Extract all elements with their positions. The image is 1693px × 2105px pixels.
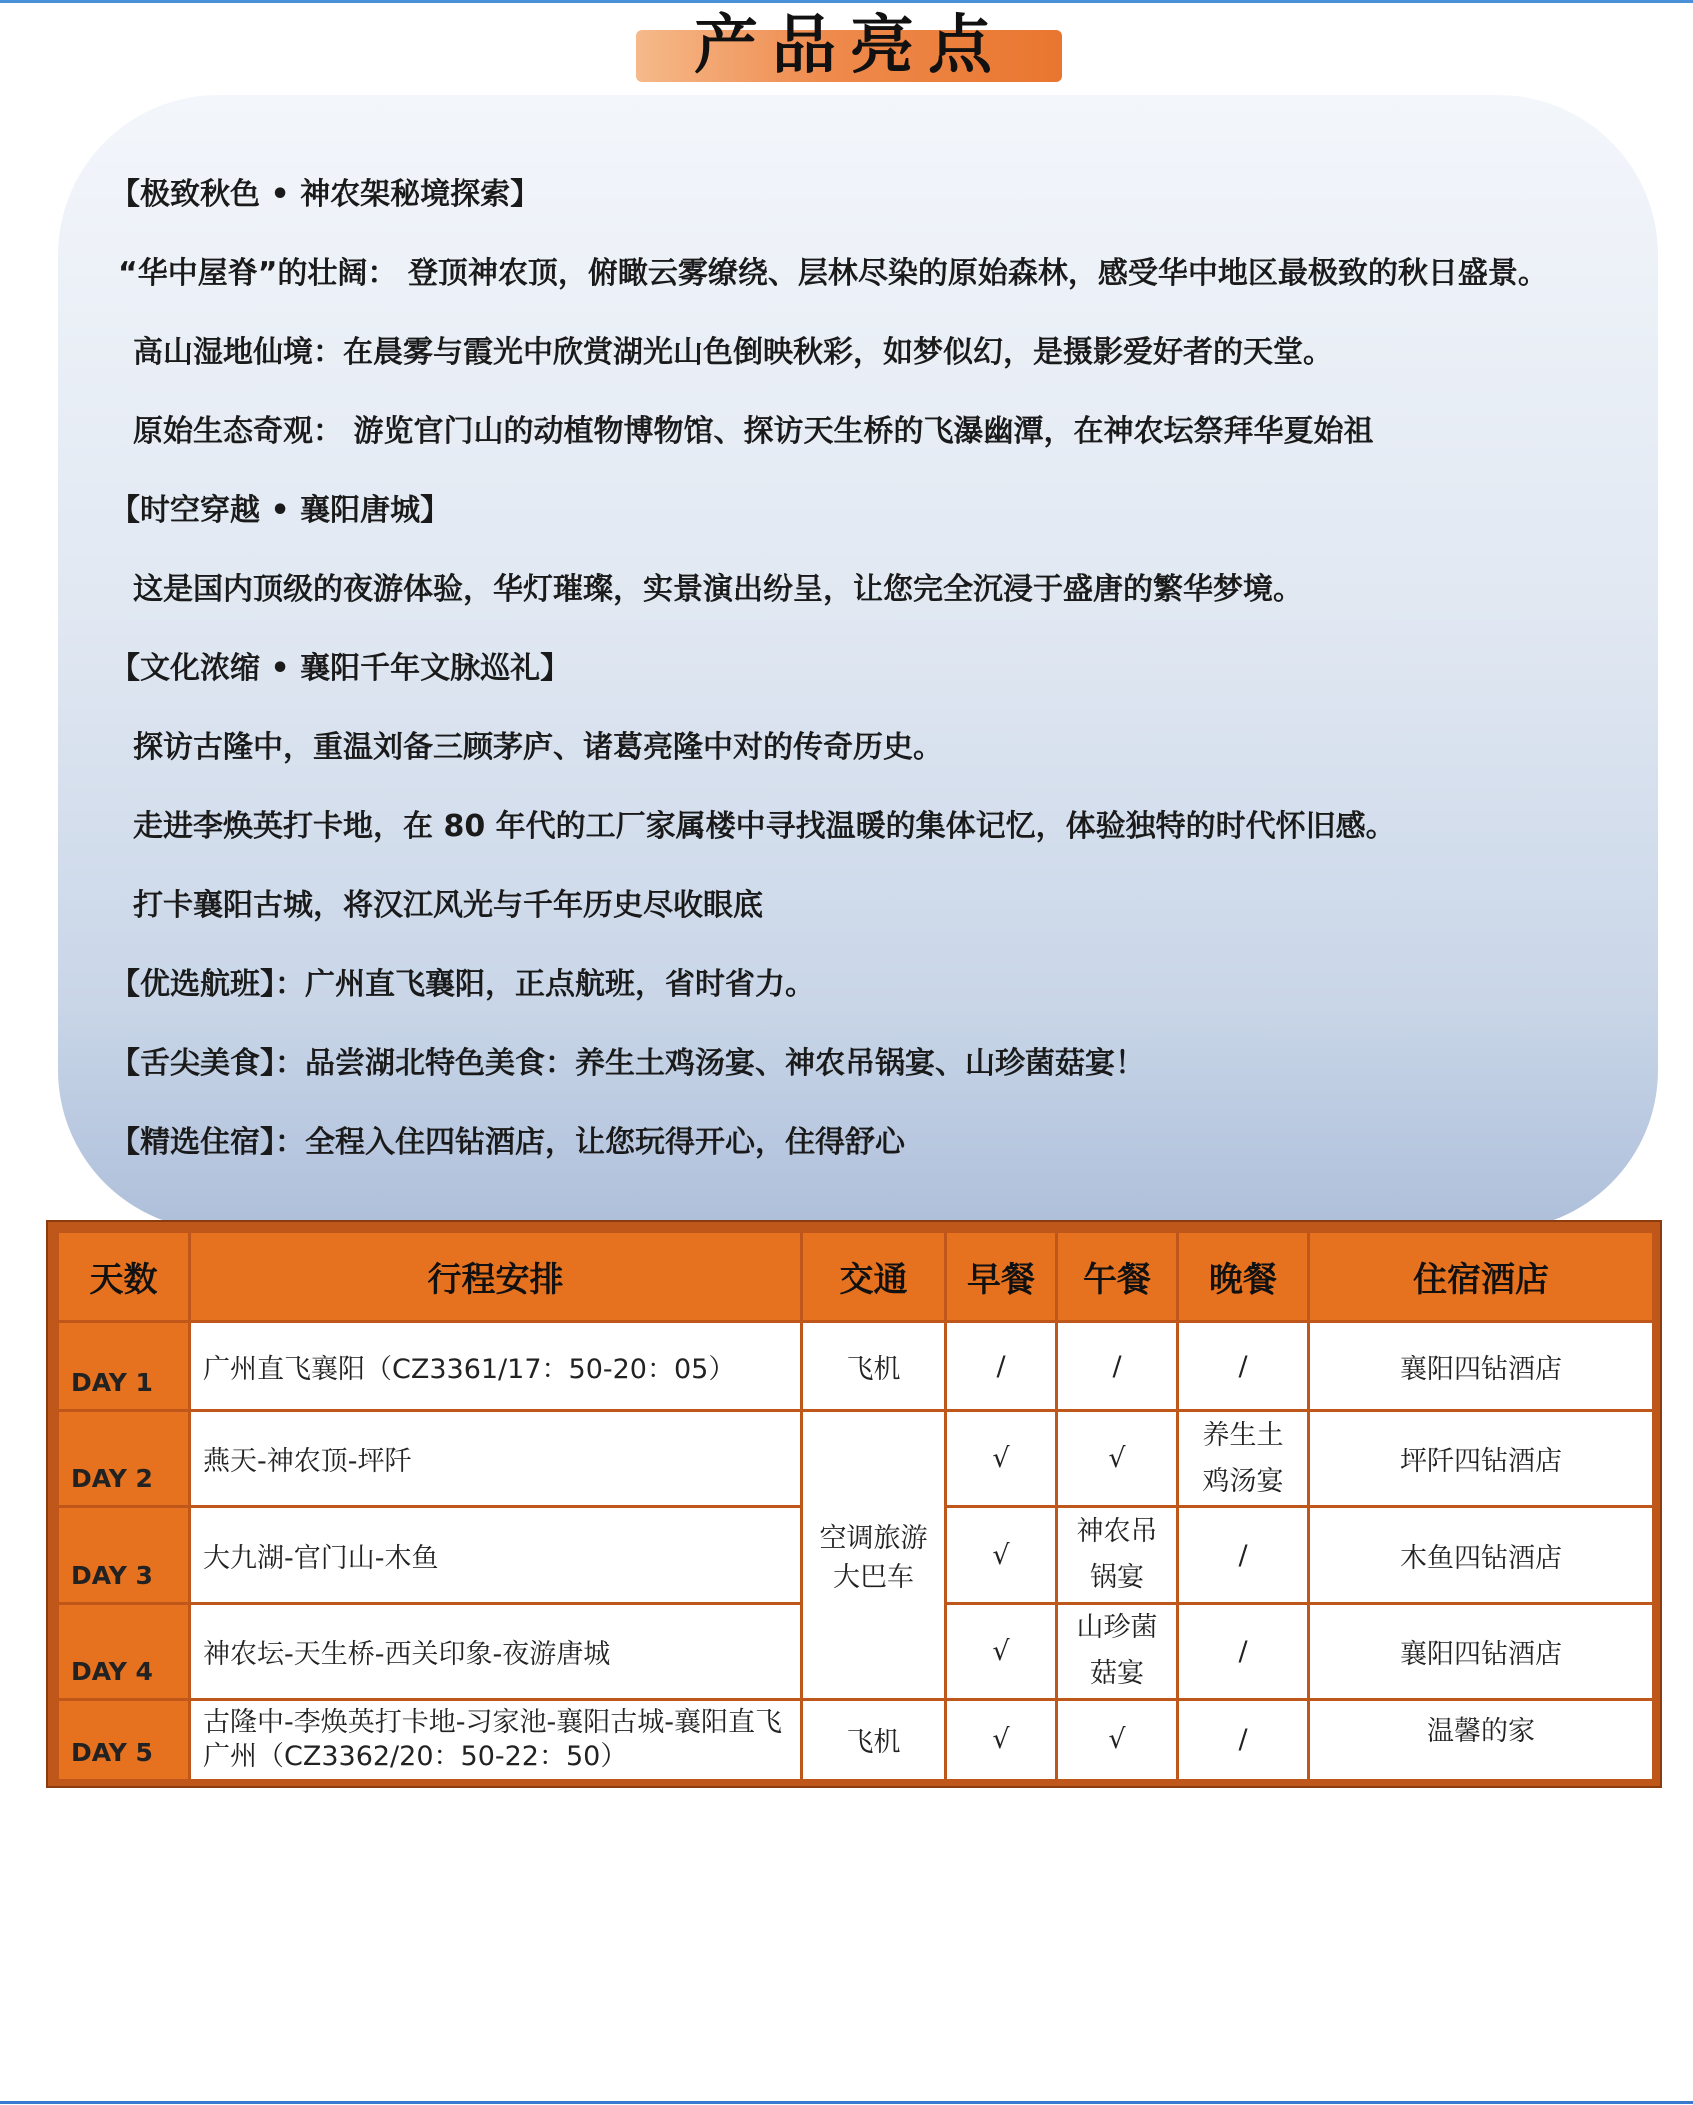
route-cell: 燕天-神农顶-坪阡 [190, 1411, 802, 1507]
transport-cell: 空调旅游大巴车 [802, 1411, 946, 1700]
highlight-item: 高山湿地仙境：在晨雾与霞光中欣赏湖光山色倒映秋彩，如梦似幻，是摄影爱好者的天堂。 [133, 335, 1333, 370]
route-cell: 古隆中-李焕英打卡地-习家池-襄阳古城-襄阳直飞广州（CZ3362/20：50-22：50） [190, 1699, 802, 1780]
table-row [58, 1322, 1654, 1411]
highlight-item: 这是国内顶级的夜游体验，华灯璀璨，实景演出纷呈，让您完全沉浸于盛唐的繁华梦境。 [133, 572, 1303, 607]
highlight-item: 探访古隆中，重温刘备三顾茅庐、诸葛亮隆中对的传奇历史。 [133, 730, 943, 765]
lunch-cell: 山珍菌菇宴 [1057, 1603, 1178, 1699]
header-hotel: 住宿酒店 [1309, 1232, 1654, 1322]
dinner-cell: / [1178, 1507, 1309, 1603]
day-cell: DAY 4 [58, 1603, 190, 1699]
day-cell: DAY 5 [58, 1699, 190, 1780]
breakfast-cell: √ [946, 1603, 1057, 1699]
highlight-flight: 【优选航班】：广州直飞襄阳，正点航班，省时省力。 [110, 967, 815, 1002]
lunch-cell: / [1057, 1322, 1178, 1411]
top-divider [0, 0, 1693, 3]
highlight-food: 【舌尖美食】：品尝湖北特色美食：养生土鸡汤宴、神农吊锅宴、山珍菌菇宴！ [110, 1046, 1145, 1081]
hotel-cell: 坪阡四钻酒店 [1309, 1411, 1654, 1507]
hotel-cell: 襄阳四钻酒店 [1309, 1603, 1654, 1699]
route-cell: 神农坛-天生桥-西关印象-夜游唐城 [190, 1603, 802, 1699]
header-dinner: 晚餐 [1178, 1232, 1309, 1322]
lunch-cell: 神农吊锅宴 [1057, 1507, 1178, 1603]
dinner-cell: / [1178, 1603, 1309, 1699]
route-cell: 广州直飞襄阳（CZ3361/17：50-20：05） [190, 1322, 802, 1411]
dinner-cell: 养生土鸡汤宴 [1178, 1411, 1309, 1507]
bottom-divider [0, 2101, 1693, 2104]
transport-cell: 飞机 [802, 1699, 946, 1780]
hotel-cell: 温馨的家 [1309, 1699, 1654, 1780]
highlight-hotel: 【精选住宿】：全程入住四钻酒店，让您玩得开心，住得舒心 [110, 1125, 905, 1160]
highlight-item: 原始生态奇观： 游览官门山的动植物博物馆、探访天生桥的飞瀑幽潭，在神农坛祭拜华夏始祖 [133, 414, 1374, 449]
route-cell: 大九湖-官门山-木鱼 [190, 1507, 802, 1603]
table-row [58, 1411, 1654, 1507]
header-lunch: 午餐 [1057, 1232, 1178, 1322]
highlight-heading-shennongjia: 【极致秋色 • 神农架秘境探索】 [110, 177, 541, 212]
page-title: 产品亮点 [694, 8, 1006, 83]
breakfast-cell: / [946, 1322, 1057, 1411]
day-cell: DAY 2 [58, 1411, 190, 1507]
dinner-cell: / [1178, 1699, 1309, 1780]
highlight-heading-culture: 【文化浓缩 • 襄阳千年文脉巡礼】 [110, 651, 571, 686]
transport-cell: 飞机 [802, 1322, 946, 1411]
lunch-cell: √ [1057, 1411, 1178, 1507]
header-route: 行程安排 [190, 1232, 802, 1322]
hotel-cell: 襄阳四钻酒店 [1309, 1322, 1654, 1411]
hotel-cell: 木鱼四钻酒店 [1309, 1507, 1654, 1603]
table-row [58, 1699, 1654, 1780]
header-breakfast: 早餐 [946, 1232, 1057, 1322]
itinerary-table [56, 1230, 1655, 1782]
header-day: 天数 [58, 1232, 190, 1322]
highlight-heading-tangcheng: 【时空穿越 • 襄阳唐城】 [110, 493, 451, 528]
lunch-cell: √ [1057, 1699, 1178, 1780]
table-header-row [58, 1232, 1654, 1322]
highlight-item: “华中屋脊”的壮阔： 登顶神农顶，俯瞰云雾缭绕、层林尽染的原始森林，感受华中地区最极致的秋日盛景。 [118, 256, 1548, 291]
breakfast-cell: √ [946, 1699, 1057, 1780]
breakfast-cell: √ [946, 1411, 1057, 1507]
dinner-cell: / [1178, 1322, 1309, 1411]
day-cell: DAY 1 [58, 1322, 190, 1411]
highlight-item: 打卡襄阳古城，将汉江风光与千年历史尽收眼底 [133, 888, 763, 923]
header-transport: 交通 [802, 1232, 946, 1322]
highlight-item: 走进李焕英打卡地，在 80 年代的工厂家属楼中寻找温暖的集体记忆，体验独特的时代怀旧感。 [133, 809, 1396, 844]
breakfast-cell: √ [946, 1507, 1057, 1603]
day-cell: DAY 3 [58, 1507, 190, 1603]
